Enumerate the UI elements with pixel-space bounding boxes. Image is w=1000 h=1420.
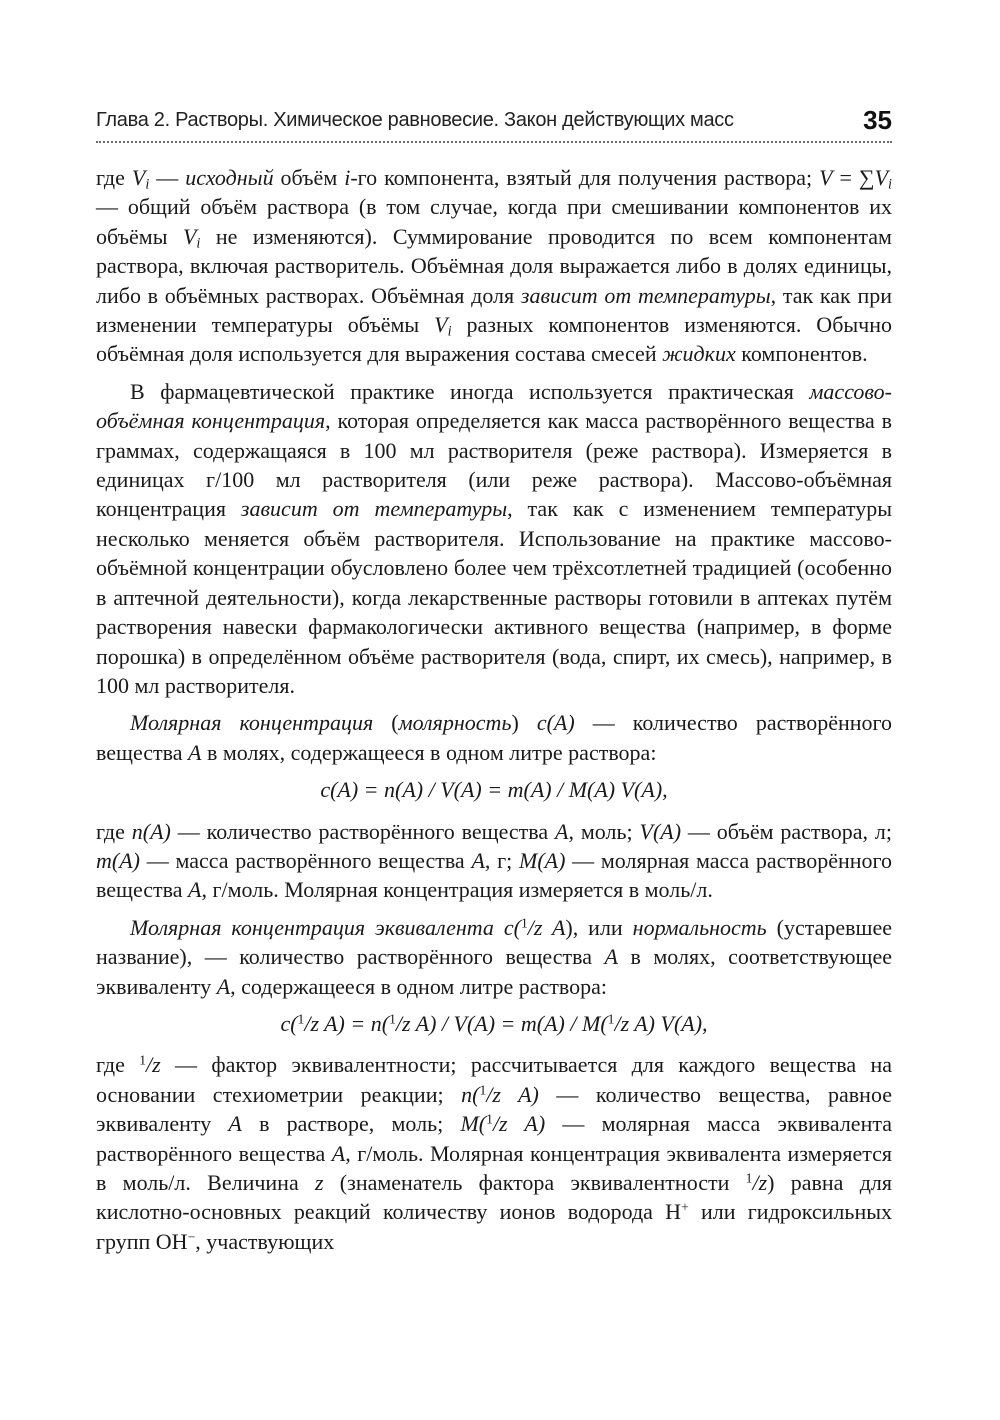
page-number: 35 — [863, 105, 892, 135]
page-body — [96, 163, 892, 1264]
paragraph-molar-concentration: Молярная концентрация (молярность) c(A) — количество растворённого вещества A в молях, содержащееся в одном литре раствора: — [96, 710, 893, 765]
formula-equivalent-concentration: c($^1$/z A) = n($^1$/z A) / V(A) = m(A) / M($^1$/z A) V(A), — [280, 1010, 708, 1036]
paragraph-equivalent-concentration: Молярная концентрация эквивалента c($^1$/z A), или нормальность (устаревшее название), — количество растворённого вещества A в молях, соответствующее эквиваленту A, содержащееся в одном литре раствора: — [96, 914, 892, 999]
paragraph-equivalence-factor: где $^1$/z — фактор эквивалентности; рассчитывается для каждого вещества на основании стехиометрии реакции; n($^1$/z A) — количество вещества, равное эквиваленту A в растворе, моль; M($^1$/z A) — молярная масса эквивалента растворённого вещества A, г/моль. Молярная концентрация эквивалента измеряется в моль/л. Величина z (знаменатель фактора эквивалентности $^1$/z) равна для кислотно-основных реакций количеству ионов водорода H+ или гидроксильных групп OH−, участвующих — [96, 1052, 893, 1254]
running-header — [96, 107, 892, 143]
formula-molar-concentration: c(A) = n(A) / V(A) = m(A) / M(A) V(A), — [320, 777, 668, 803]
paragraph-molar-definitions: где n(A) — количество растворённого вещества A, моль; V(A) — объём раствора, л; m(A) — масса растворённого вещества A, г; M(A) — молярная масса растворённого вещества A, г/моль. Молярная концентрация измеряется в моль/л. — [96, 818, 893, 903]
paragraph-volume-fraction: где $V_i$ — исходный объём i-го компонента, взятый для получения раствора; $V = \sum V_i$ — общий объём раствора (в том случае, когда при смешивании компонентов их объёмы $V_i$ не изменяются). Суммирование проводится по всем компонентам раствора, включая растворитель. Объёмная доля выражается либо в долях единицы, либо в объёмных растворах. Объёмная доля зависит от температуры, так как при изменении температуры объёмы $V_i$ разных компонентов изменяются. Обычно объёмная доля используется для выражения состава смесей жидких компонентов. — [96, 165, 893, 367]
running-title: Глава 2. Растворы. Химическое равновесие. Закон действующих масс — [96, 109, 734, 131]
paragraph-mass-volume: В фармацевтической практике иногда используется практическая массово-объёмная концентрация, которая определяется как масса растворённого вещества в граммах, содержащаяся в 100 мл растворителя (реже раствора). Измеряется в единицах г/100 мл растворителя (или реже раствора). Массово-объёмная концентрация зависит от температуры, так как с изменением температуры несколько меняется объём растворителя. Использование на практике массово-объёмной концентрации обусловлено более чем трёхсотлетней традицией (особенно в аптечной деятельности), когда лекарственные растворы готовили в аптеках путём растворения навески фармакологически активного вещества (например, в форме порошка) в определённом объёме растворителя (вода, спирт, их смесь), например, в 100 мл растворителя. — [96, 378, 892, 698]
